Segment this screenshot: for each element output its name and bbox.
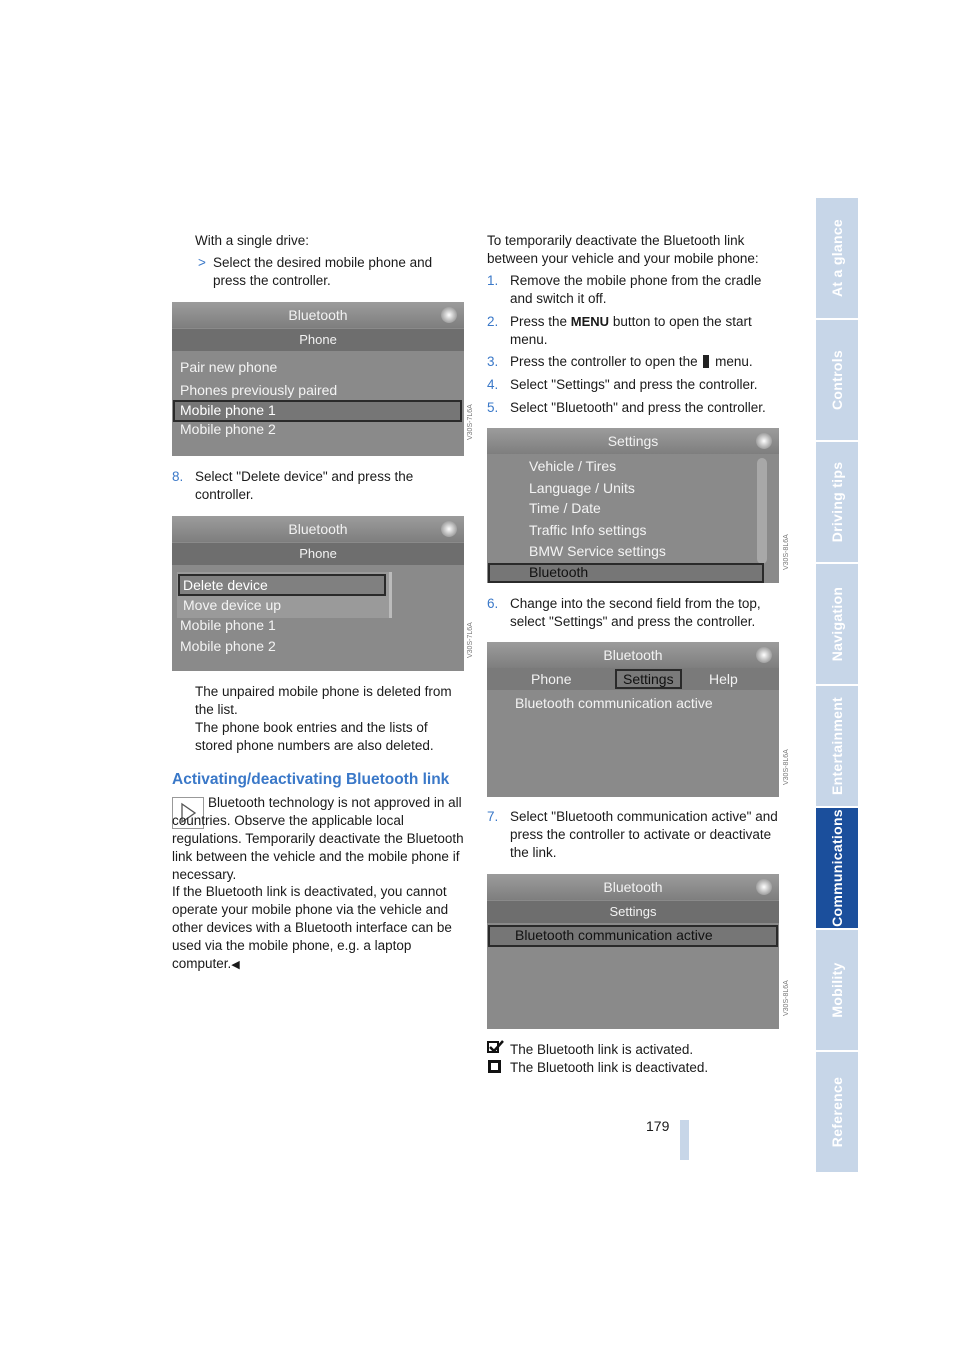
info-icon: [703, 355, 709, 368]
step-number: 2.: [487, 314, 499, 329]
step-number: 6.: [487, 596, 499, 611]
result-text-2: The phone book entries and the lists of stored phone numbers are also deleted.: [195, 720, 434, 753]
step-number: 4.: [487, 377, 499, 392]
screen-subtitle: Phone: [299, 332, 337, 347]
step-number: 3.: [487, 354, 499, 369]
step-number: 5.: [487, 400, 499, 415]
tab-navigation[interactable]: Navigation: [816, 564, 858, 684]
bullet-text: Select the desired mobile phone and press the controller.: [213, 255, 433, 288]
note-text-2: If the Bluetooth link is deactivated, you cannot operate your mobile phone via the vehicle and other devices with a Bluetooth interface can be used via the mobile phone, e.g. a laptop computer.◀: [172, 884, 452, 971]
tab-reference[interactable]: Reference: [816, 1052, 858, 1172]
step-number: 7.: [487, 809, 499, 824]
step-text: Select "Bluetooth communication active" and press the controller to activate or deactivate the link.: [510, 809, 778, 860]
menu-item[interactable]: Mobile phone 2: [180, 421, 276, 437]
popup-item-selected[interactable]: Delete device: [183, 577, 268, 593]
menu-button-icon: MENU: [570, 314, 610, 329]
controller-icon: [441, 307, 457, 323]
step-text: Remove the mobile phone from the cradle and switch it off.: [510, 273, 762, 306]
tab-communications[interactable]: Communications: [816, 808, 858, 928]
tab-at-a-glance[interactable]: At a glance: [816, 198, 858, 318]
empty-checkbox-icon: [488, 1060, 502, 1074]
checkmark-icon: [487, 1040, 505, 1054]
screen-title: Bluetooth: [603, 879, 663, 895]
tab-entertainment[interactable]: Entertainment: [816, 686, 858, 806]
step-text: Select "Delete device" and press the controller.: [195, 469, 414, 502]
screen-bluetooth-settings-tab: [487, 642, 779, 797]
menu-item[interactable]: Phones previously paired: [180, 382, 338, 398]
image-code: V30S-8L6A: [783, 980, 790, 1016]
controller-icon: [441, 521, 457, 537]
legend-deactivated: The Bluetooth link is deactivated.: [510, 1060, 709, 1075]
page-number-bar: [680, 1120, 689, 1160]
menu-item[interactable]: Bluetooth communication active: [515, 695, 713, 711]
image-code: V30S-8L6A: [783, 749, 790, 785]
image-code: V30S-7L6A: [467, 404, 474, 440]
menu-item[interactable]: Time / Date: [529, 500, 601, 516]
step-text: Press the controller to open the menu.: [510, 354, 753, 369]
screen-subtitle: Settings: [609, 904, 657, 919]
controller-icon: [756, 433, 772, 449]
tab-phone[interactable]: Phone: [531, 671, 572, 687]
popup-item[interactable]: Move device up: [183, 597, 282, 613]
menu-item[interactable]: BMW Service settings: [529, 543, 666, 559]
end-marker: ◀: [231, 959, 240, 971]
screen-bluetooth-phone-list: [172, 302, 464, 456]
screen-settings-menu: [487, 428, 779, 583]
left-intro: With a single drive:: [195, 233, 310, 248]
menu-item[interactable]: Vehicle / Tires: [529, 458, 617, 474]
menu-item[interactable]: Mobile phone 1: [180, 617, 276, 633]
screen-title: Settings: [607, 433, 659, 449]
tab-driving-tips[interactable]: Driving tips: [816, 442, 858, 562]
menu-item-selected[interactable]: Mobile phone 1: [180, 402, 276, 418]
screen-title: Bluetooth: [603, 647, 663, 663]
side-tabs: [816, 198, 858, 1174]
menu-item[interactable]: Language / Units: [529, 480, 635, 496]
menu-item-selected[interactable]: Bluetooth communication active: [515, 927, 713, 943]
screen-title: Bluetooth: [288, 521, 348, 537]
bullet-marker: >: [198, 255, 206, 270]
screen-bluetooth-communication: [487, 874, 779, 1029]
menu-item[interactable]: Pair new phone: [180, 359, 278, 375]
note-text: Bluetooth technology is not approved in all countries. Observe the applicable local regulations. Temporarily deactivate the Bluetooth link between the vehicle and the mobile phone if necessary.: [172, 795, 464, 882]
screen-subtitle: Phone: [299, 546, 337, 561]
controller-icon: [756, 647, 772, 663]
scrollbar[interactable]: [757, 458, 767, 564]
step-number: 1.: [487, 273, 499, 288]
page-number: 179: [646, 1118, 670, 1134]
menu-item[interactable]: Traffic Info settings: [529, 522, 647, 538]
menu-item-selected[interactable]: Bluetooth: [529, 564, 589, 580]
tab-help[interactable]: Help: [709, 671, 738, 687]
menu-item[interactable]: Mobile phone 2: [180, 638, 276, 654]
screen-title: Bluetooth: [288, 307, 348, 323]
step-number: 8.: [172, 469, 184, 484]
section-heading: Activating/deactivating Bluetooth link: [172, 771, 450, 788]
step-text: Change into the second field from the top, select "Settings" and press the controller.: [510, 596, 761, 629]
tab-mobility[interactable]: Mobility: [816, 930, 858, 1050]
image-code: V30S-8L6A: [783, 534, 790, 570]
right-intro: To temporarily deactivate the Bluetooth link between your vehicle and your mobile phone:: [487, 233, 759, 266]
image-code: V30S-7L6A: [467, 622, 474, 658]
step-text: Select "Bluetooth" and press the controller.: [510, 400, 766, 415]
screen-delete-device: [172, 516, 464, 671]
step-text: Press the MENU button to open the start menu.: [510, 314, 752, 347]
tab-controls[interactable]: Controls: [816, 320, 858, 440]
result-text-1: The unpaired mobile phone is deleted from the list.: [195, 684, 452, 717]
tab-settings-selected[interactable]: Settings: [615, 669, 682, 689]
step-text: Select "Settings" and press the controller.: [510, 377, 758, 392]
controller-icon: [756, 879, 772, 895]
legend-activated: The Bluetooth link is activated.: [510, 1042, 694, 1057]
